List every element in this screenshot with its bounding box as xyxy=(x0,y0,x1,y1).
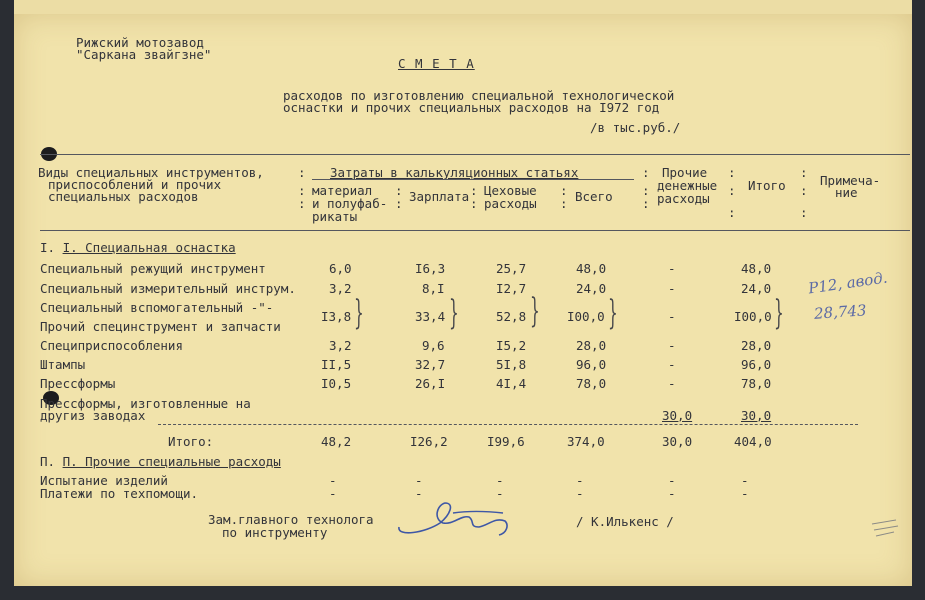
units-label: /в тыс.руб./ xyxy=(590,120,681,135)
signature-title-line2: по инструменту xyxy=(222,525,328,540)
header-salary: Зарплата xyxy=(409,189,470,204)
itogo-salary: I26,2 xyxy=(410,434,448,449)
row-other: - xyxy=(668,281,676,296)
row-shop: I5,2 xyxy=(496,338,527,353)
row-all: I00,0 xyxy=(567,309,605,324)
itogo-material: 48,2 xyxy=(321,434,352,449)
group-underline xyxy=(312,179,634,180)
other-plants-total: 30,0 xyxy=(741,408,772,423)
row-shop: 5I,8 xyxy=(496,357,527,372)
row-other: - xyxy=(668,376,676,391)
document-title: С М Е Т А xyxy=(398,56,475,71)
row2-total: - xyxy=(741,486,749,501)
row-shop: 4I,4 xyxy=(496,376,527,391)
row2-material: - xyxy=(329,486,337,501)
row2-shop: - xyxy=(496,473,504,488)
row-other: - xyxy=(668,357,676,372)
header-sep: : xyxy=(470,183,478,198)
dashed-rule xyxy=(158,424,858,425)
header-sep: : xyxy=(560,183,568,198)
row2-all: - xyxy=(576,473,584,488)
row-name: Штампы xyxy=(40,357,86,372)
itogo-all: 374,0 xyxy=(567,434,605,449)
row2-salary: - xyxy=(415,486,423,501)
header-material-line3: рикаты xyxy=(312,209,358,224)
brace: } xyxy=(449,293,459,333)
row-total: 48,0 xyxy=(741,261,772,276)
table-top-rule xyxy=(40,154,910,155)
itogo-label: Итого: xyxy=(168,434,214,449)
row-other: - xyxy=(668,338,676,353)
row2-shop: - xyxy=(496,486,504,501)
header-total: Всего xyxy=(575,189,613,204)
itogo-shop: I99,6 xyxy=(487,434,525,449)
header-sep: : xyxy=(298,165,306,180)
header-sep: : xyxy=(560,196,568,211)
header-note-line1: Примеча- xyxy=(820,173,881,188)
header-sep: : xyxy=(728,183,736,198)
row2-material: - xyxy=(329,473,337,488)
header-sep: : xyxy=(298,196,306,211)
header-shop-line2: расходы xyxy=(484,196,537,211)
handwritten-signature xyxy=(395,497,520,542)
row2-name: Испытание изделий xyxy=(40,473,168,488)
row-other: - xyxy=(668,261,676,276)
header-other-line1: Прочие xyxy=(662,165,708,180)
brace: } xyxy=(530,291,540,331)
row2-all: - xyxy=(576,486,584,501)
header-material-line2: и полуфаб- xyxy=(312,196,388,211)
brace: } xyxy=(774,293,784,333)
header-note-line2: ние xyxy=(835,185,858,200)
brace: } xyxy=(354,293,364,333)
row-other: - xyxy=(668,309,676,324)
header-sep: : xyxy=(470,196,478,211)
header-sep: : xyxy=(800,205,808,220)
row-shop: 25,7 xyxy=(496,261,527,276)
org-name-line2: "Саркана звайгзне" xyxy=(76,47,212,62)
row2-total: - xyxy=(741,473,749,488)
row-material: II,5 xyxy=(321,357,352,372)
section2-title-text: П. Прочие специальные расходы xyxy=(62,454,281,469)
row-name: Специальный вспомогательный -"- xyxy=(40,300,274,315)
row-shop: 52,8 xyxy=(496,309,527,324)
row-material: 3,2 xyxy=(329,338,352,353)
row-material: 6,0 xyxy=(329,261,352,276)
row-name: Специальный измерительный инструм. xyxy=(40,281,296,296)
section2-title: П. П. Прочие специальные расходы xyxy=(40,454,281,469)
row-salary: 26,I xyxy=(415,376,446,391)
handwritten-note-2: 28,743 xyxy=(813,301,868,323)
header-sep: : xyxy=(642,165,650,180)
itogo-total: 404,0 xyxy=(734,434,772,449)
header-sep: : xyxy=(800,183,808,198)
row-name: Специальный режущий инструмент xyxy=(40,261,266,276)
header-sep: : xyxy=(642,183,650,198)
row-name: Прочий специнструмент и запчасти xyxy=(40,319,281,334)
pencil-marks xyxy=(870,518,900,538)
header-kinds-line1: Виды специальных инструментов, xyxy=(38,165,264,180)
header-bottom-rule xyxy=(40,230,910,231)
row-material: 3,2 xyxy=(329,281,352,296)
itogo-other: 30,0 xyxy=(662,434,693,449)
row2-other: - xyxy=(668,486,676,501)
header-sep: : xyxy=(800,165,808,180)
section1-title-text: I. Специальная оснастка xyxy=(62,240,236,255)
header-other-line2: денежные xyxy=(657,178,718,193)
header-itogo: Итого xyxy=(748,178,786,193)
signature-title-line1: Зам.главного технолога xyxy=(208,512,374,527)
row-total: I00,0 xyxy=(734,309,772,324)
row-material: I0,5 xyxy=(321,376,352,391)
row-salary: 32,7 xyxy=(415,357,446,372)
handwritten-note-1: Р12, авод. xyxy=(807,268,889,298)
org-name-line1: Рижский мотозавод xyxy=(76,35,204,50)
row-salary: 9,6 xyxy=(422,338,445,353)
row2-other: - xyxy=(668,473,676,488)
header-shop-line1: Цеховые xyxy=(484,183,537,198)
brace: } xyxy=(608,293,618,333)
other-plants-line2: другиз заводах xyxy=(40,408,146,423)
row-salary: 8,I xyxy=(422,281,445,296)
header-sep: : xyxy=(395,183,403,198)
row2-name: Платежи по техпомощи. xyxy=(40,486,199,501)
section1-title: I. I. Специальная оснастка xyxy=(40,240,236,255)
header-sep: : xyxy=(728,205,736,220)
header-kinds-line2: приспособлений и прочих xyxy=(48,177,222,192)
signatory-name: / К.Илькенс / xyxy=(576,514,674,529)
row-total: 28,0 xyxy=(741,338,772,353)
header-material-line1: материал xyxy=(312,183,373,198)
row-shop: I2,7 xyxy=(496,281,527,296)
row-all: 24,0 xyxy=(576,281,607,296)
header-sep: : xyxy=(395,196,403,211)
row-name: Специприспособления xyxy=(40,338,183,353)
subtitle-line1: расходов по изготовлению специальной технологической xyxy=(283,88,675,103)
row-total: 78,0 xyxy=(741,376,772,391)
header-group-costs: Затраты в калькуляционных статьях xyxy=(330,165,579,180)
subtitle-line2: оснастки и прочих специальных расходов на I972 год xyxy=(283,100,660,115)
row2-salary: - xyxy=(415,473,423,488)
header-sep: : xyxy=(642,196,650,211)
row-salary: 33,4 xyxy=(415,309,446,324)
header-sep: : xyxy=(298,183,306,198)
header-other-line3: расходы xyxy=(657,191,710,206)
other-plants-other: 30,0 xyxy=(662,408,693,423)
row-name: Прессформы xyxy=(40,376,116,391)
row-all: 78,0 xyxy=(576,376,607,391)
other-plants-line1: Прессформы, изготовленные на xyxy=(40,396,251,411)
header-kinds-line3: специальных расходов xyxy=(48,189,199,204)
row-material: I3,8 xyxy=(321,309,352,324)
header-sep: : xyxy=(728,165,736,180)
row-all: 96,0 xyxy=(576,357,607,372)
row-total: 24,0 xyxy=(741,281,772,296)
row-all: 48,0 xyxy=(576,261,607,276)
row-all: 28,0 xyxy=(576,338,607,353)
row-salary: I6,3 xyxy=(415,261,446,276)
row-total: 96,0 xyxy=(741,357,772,372)
